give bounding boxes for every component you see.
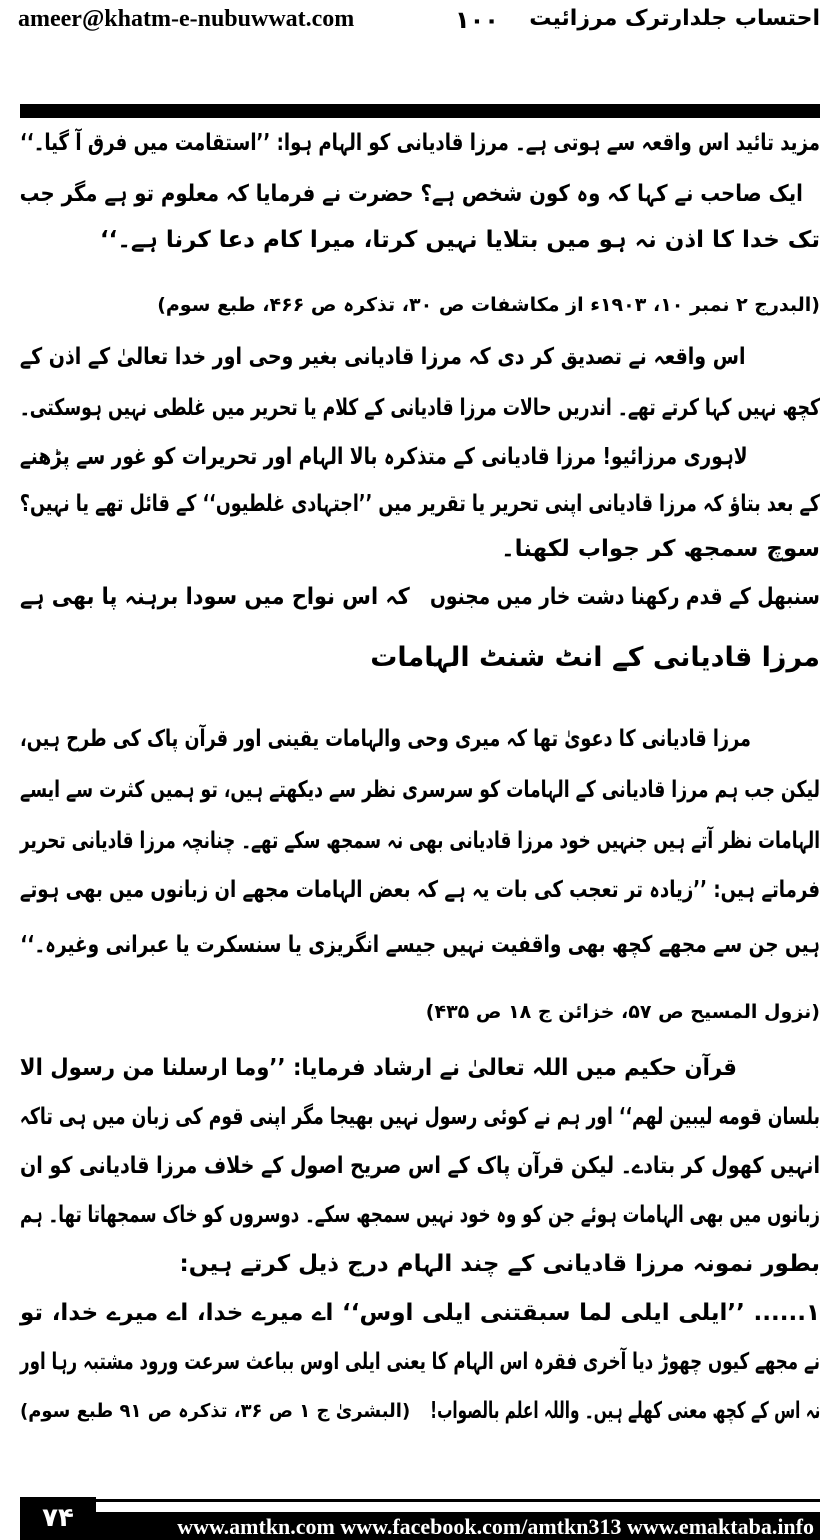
text-line: ہیں جن سے مجھے کچھ بھی واقفیت نہیں جیسے انگریزی یا سنسکرت یا عبرانی وغیرہ۔‘‘ <box>20 932 821 958</box>
text-line: کچھ نہیں کہا کرتے تھے۔ اندریں حالات مرزا قادیانی کے کلام یا تحریر میں غلطی نہیں ہوسکتی۔ <box>19 395 820 421</box>
text-line: ایک صاحب نے کہا کہ وہ کون شخص ہے؟ حضرت نے فرمایا کہ معلوم تو ہے مگر جب <box>19 181 803 207</box>
reference: (البدرج ۲ نمبر ۱۰، ۱۹۰۳ء از مکاشفات ص ۳۰، تذکرہ ص ۴۶۶، طبع سوم) <box>157 294 820 316</box>
text-line: لاہوری مرزائیو! مرزا قادیانی کے متذکرہ بالا الہام اور تحریرات کو غور سے پڑھنے <box>19 444 748 470</box>
text-line: بطور نمونہ مرزا قادیانی کے چند الہام درج ذیل کرتے ہیں: <box>179 1251 820 1277</box>
text-line: بلسان قومه ليبين لهم‘‘ اور ہم نے کوئی رسول نہیں بھیجا مگر اپنی قوم کی زبان میں ہی تاکہ <box>19 1104 821 1130</box>
book-title: احتساب جلدارترک مرزائیت <box>529 6 820 31</box>
text-line: مزید تائید اس واقعہ سے ہوتی ہے۔ مرزا قادیانی کو الہام ہوا: ’’استقامت میں فرق آ گیا۔‘‘ <box>19 130 821 156</box>
text-line: فرماتے ہیں: ’’زیادہ تر تعجب کی بات یہ ہے کہ بعض الہامات مجھے ان زبانوں میں بھی ہوتے <box>19 877 821 903</box>
poetry-verse <box>20 576 820 618</box>
section-heading: مرزا قادیانی کے انٹ شنٹ الہامات <box>370 642 820 673</box>
text-line: قرآن حکیم میں اللہ تعالیٰ نے ارشاد فرمایا: ’’وما ارسلنا من رسول الا <box>19 1055 737 1081</box>
reference: (نزول المسیح ص ۵۷، خزائن ج ۱۸ ص ۴۳۵) <box>425 1001 820 1023</box>
text-line: اس واقعہ نے تصدیق کر دی کہ مرزا قادیانی بغیر وحی اور خدا تعالیٰ کے اذن کے <box>19 344 746 370</box>
reference: (البشریٰ ج ۱ ص ۳۶، تذکرہ ص ۹۱ طبع سوم) <box>20 1400 411 1422</box>
volume-number: ۷۴ <box>20 1497 96 1540</box>
text-line: سوچ سمجھ کر جواب لکھنا۔ <box>501 536 820 562</box>
list-item: ۱...... ’’ایلی ایلی لما سبقتنی ایلی اوس‘‘ اے میرے خدا، اے میرے خدا، تو <box>20 1300 820 1326</box>
text-line: کے بعد بتاؤ کہ مرزا قادیانی اپنی تحریر یا تقریر میں ’’اجتہادی غلطیوں‘‘ کے قائل تھے یا نہیں؟ <box>19 491 821 517</box>
text-line: لیکن جب ہم مرزا قادیانی کے الہامات کو سرسری نظر سے دیکھتے ہیں، تو ہمیں کثرت سے ایسے <box>20 777 820 803</box>
text-line: الہامات نظر آتے ہیں جنہیں خود مرزا قادیانی بھی نہ سمجھ سکے تھے۔ چنانچہ مرزا قادیانی تحریر <box>20 828 820 854</box>
text-line <box>20 1390 820 1432</box>
text-line: انہیں کھول کر بتادے۔ لیکن قرآن پاک کے اس صریح اصول کے خلاف مرزا قادیانی کو ان <box>19 1153 820 1179</box>
footer-links: www.amtkn.com www.facebook.com/amtkn313 www.emaktaba.info <box>96 1513 820 1540</box>
text-line: زبانوں میں بھی الہامات ہوئے جن کو وہ خود نہیں سمجھ سکے۔ دوسروں کو خاک سمجھاتا تھا۔ ہم <box>20 1202 820 1228</box>
page-number: ۱۰۰ <box>455 6 499 34</box>
text-line: تک خدا کا اذن نہ ہو میں بتلایا نہیں کرتا، میرا کام دعا کرنا ہے۔‘‘ <box>99 227 820 253</box>
header-email: ameer@khatm-e-nubuwwat.com <box>18 6 355 32</box>
verse-first-half: سنبھل کے قدم رکھنا دشت خار میں مجنوں <box>430 584 820 610</box>
text-line: مرزا قادیانی کا دعویٰ تھا کہ میری وحی والہامات یقینی اور قرآن پاک کی طرح ہیں، <box>20 726 751 752</box>
closing-text: نہ اس کے کچھ معنی کھلے ہیں۔ واللہ اعلم بالصواب! <box>429 1398 820 1424</box>
verse-second-half: کہ اس نواح میں سودا برہنہ پا بھی ہے <box>20 584 410 610</box>
text-line: نے مجھے کیوں چھوڑ دیا آخری فقرہ اس الہام کا یعنی ایلی اوس بباعث سرعت ورود مشتبہ رہا اور <box>20 1349 820 1375</box>
header-rule <box>20 104 820 118</box>
